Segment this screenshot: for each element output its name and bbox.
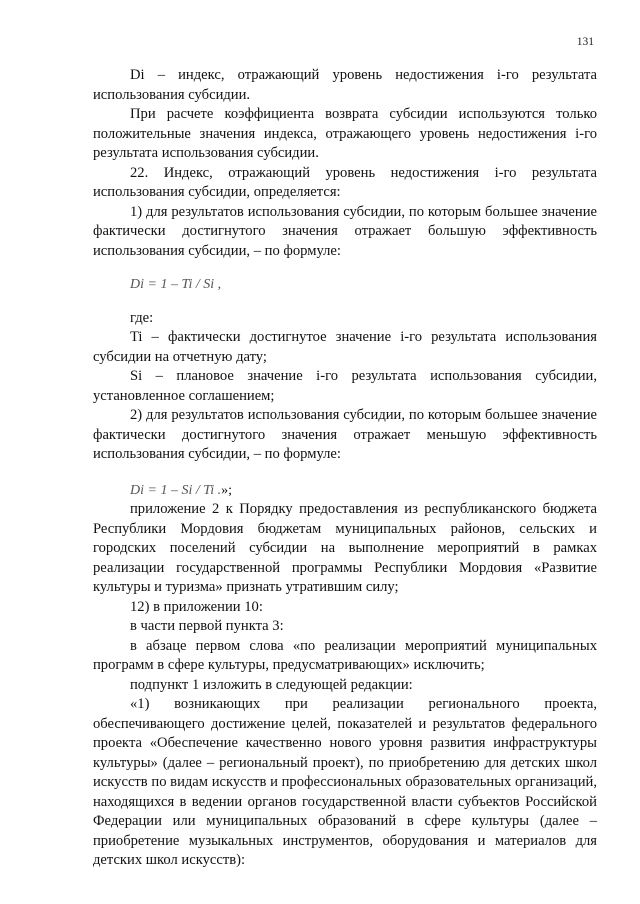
formula-2-expression: Di = 1 – Si / Ti . xyxy=(130,482,222,498)
document-body xyxy=(93,66,597,871)
formula-2 xyxy=(93,481,597,501)
formula-1: Di = 1 – Ti / Si , xyxy=(130,277,222,292)
formula-2-tail: »; xyxy=(221,482,233,498)
paragraph-appendix-2: приложение 2 к Порядку предоставления из республиканского бюджета Республики Мордовия бюджетам муниципальных районов, сельских и городских поселений субсидии на выполнение мероприятий в рамках реализации государственной программы Республики Мордовия «Развитие культуры и туризма» признать утратившим силу; xyxy=(93,501,597,595)
paragraph-di-definition: Di – индекс, отражающий уровень недостижения i-го результата использования субсидии. xyxy=(93,67,597,103)
paragraph-where: где: xyxy=(130,309,154,326)
paragraph-part-1-point-3: в части первой пункта 3: xyxy=(130,618,284,634)
paragraph-case-2: 2) для результатов использования субсидии, по которым большее значение фактически достигнутого значения отражает меньшую эффективность использования субсидии, – по формуле: xyxy=(93,407,597,462)
paragraph-case-1: 1) для результатов использования субсидии, по которым большее значение фактически достигнутого значения отражает большую эффективность использования субсидии, – по формуле: xyxy=(93,203,597,259)
paragraph-first-subparagraph: в абзаце первом слова «по реализации мероприятий муниципальных программ в сфере культуры, предусматривающих» исключить; xyxy=(93,637,597,673)
paragraph-item-22: 22. Индекс, отражающий уровень недостижения i-го результата использования субсидии, определяется: xyxy=(93,164,597,200)
paragraph-ti-definition: Ti – фактически достигнутое значение i-го результата использования субсидии на отчетную дату; xyxy=(93,329,597,365)
paragraph-item-12: 12) в приложении 10: xyxy=(130,598,263,615)
paragraph-subitem-1-text: «1) возникающих при реализации регионального проекта, обеспечивающего достижение целей, показателей и результатов федерального проекта «Обеспечение качественно нового уровня развития инфраструктуры культуры» (далее – региональный проект), по приобретению для детских школ искусств по видам искусств и профессиональных образовательных организаций, находящихся в ведении органов государственной власти субъектов Российской Федерации или муниципальных образований в сфере культуры (далее – приобретение музыкальных инструментов, оборудования и материалов для детских школ искусств): xyxy=(93,696,597,868)
paragraph-si-definition: Si – плановое значение i-го результата использования субсидии, установленное соглашением; xyxy=(93,368,597,404)
page-number: 131 xyxy=(576,36,594,48)
paragraph-coefficient-note: При расчете коэффициента возврата субсидии используются только положительные значения индекса, отражающего уровень недостижения i-го результата использования субсидии. xyxy=(93,106,597,161)
paragraph-subitem-1-intro: подпункт 1 изложить в следующей редакции: xyxy=(130,676,413,693)
